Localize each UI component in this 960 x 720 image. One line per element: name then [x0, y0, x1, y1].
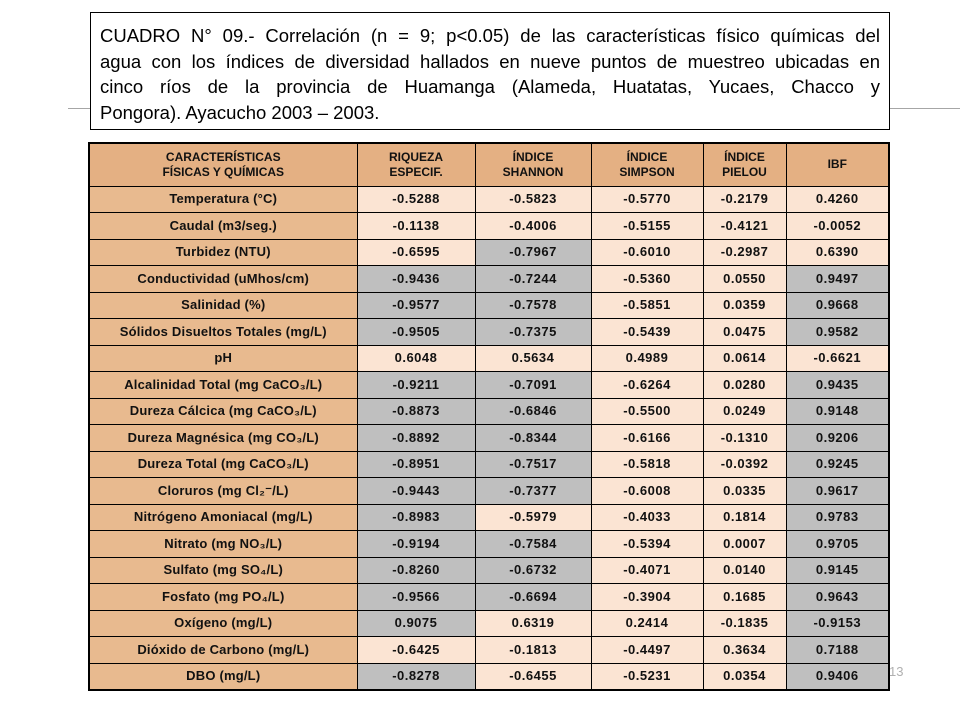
- table-row: [89, 398, 889, 425]
- row-label: Fosfato (mg PO₄/L): [89, 584, 357, 611]
- pielou-cell: 0.0007: [703, 531, 786, 558]
- shannon-cell: -0.7578: [475, 292, 591, 319]
- riqueza-cell: -0.8983: [357, 504, 475, 531]
- ibf-cell: 0.9497: [786, 266, 889, 293]
- shannon-cell: 0.6319: [475, 610, 591, 637]
- pielou-cell: -0.0392: [703, 451, 786, 478]
- ibf-cell: 0.6390: [786, 239, 889, 266]
- ibf-cell: 0.9705: [786, 531, 889, 558]
- riqueza-cell: -0.8892: [357, 425, 475, 452]
- page-number: 13: [889, 664, 904, 679]
- table-row: [89, 266, 889, 293]
- simpson-cell: -0.6166: [591, 425, 703, 452]
- table-row: [89, 557, 889, 584]
- row-label: pH: [89, 345, 357, 372]
- table-header: [89, 143, 889, 186]
- table-row: [89, 504, 889, 531]
- row-label: Dureza Total (mg CaCO₃/L): [89, 451, 357, 478]
- table-row: [89, 663, 889, 690]
- riqueza-cell: -0.8873: [357, 398, 475, 425]
- row-label: Cloruros (mg Cl₂⁻/L): [89, 478, 357, 505]
- shannon-cell: -0.7375: [475, 319, 591, 346]
- header-shannon: ÍNDICE SHANNON: [475, 143, 591, 186]
- title-line: agua con los índices de diversidad hallados en nueve puntos de muestreo ubicadas en: [100, 50, 880, 72]
- ibf-cell: 0.9245: [786, 451, 889, 478]
- header-ibf: IBF: [786, 143, 889, 186]
- title-line: Pongora). Ayacucho 2003 – 2003.: [100, 102, 380, 124]
- row-label: Oxígeno (mg/L): [89, 610, 357, 637]
- shannon-cell: 0.5634: [475, 345, 591, 372]
- simpson-cell: -0.6264: [591, 372, 703, 399]
- shannon-cell: -0.4006: [475, 213, 591, 240]
- ibf-cell: 0.9406: [786, 663, 889, 690]
- table-row: [89, 372, 889, 399]
- riqueza-cell: -0.9436: [357, 266, 475, 293]
- header-row: [89, 143, 889, 186]
- pielou-cell: 0.0550: [703, 266, 786, 293]
- row-label: Nitrato (mg NO₃/L): [89, 531, 357, 558]
- shannon-cell: -0.5823: [475, 186, 591, 213]
- ibf-cell: 0.9668: [786, 292, 889, 319]
- row-label: Dureza Cálcica (mg CaCO₃/L): [89, 398, 357, 425]
- row-label: Dureza Magnésica (mg CO₃/L): [89, 425, 357, 452]
- table-row: [89, 584, 889, 611]
- simpson-cell: 0.2414: [591, 610, 703, 637]
- pielou-cell: 0.0354: [703, 663, 786, 690]
- simpson-cell: -0.5394: [591, 531, 703, 558]
- row-label: Alcalinidad Total (mg CaCO₃/L): [89, 372, 357, 399]
- header-riqueza: RIQUEZA ESPECIF.: [357, 143, 475, 186]
- pielou-cell: 0.1685: [703, 584, 786, 611]
- simpson-cell: -0.5851: [591, 292, 703, 319]
- row-label: Sólidos Disueltos Totales (mg/L): [89, 319, 357, 346]
- table-row: [89, 610, 889, 637]
- riqueza-cell: -0.8951: [357, 451, 475, 478]
- riqueza-cell: -0.9443: [357, 478, 475, 505]
- shannon-cell: -0.1813: [475, 637, 591, 664]
- shannon-cell: -0.7517: [475, 451, 591, 478]
- ibf-cell: 0.9783: [786, 504, 889, 531]
- pielou-cell: 0.0475: [703, 319, 786, 346]
- table-row: [89, 213, 889, 240]
- table-row: [89, 478, 889, 505]
- shannon-cell: -0.7091: [475, 372, 591, 399]
- riqueza-cell: -0.1138: [357, 213, 475, 240]
- pielou-cell: -0.1835: [703, 610, 786, 637]
- pielou-cell: -0.2987: [703, 239, 786, 266]
- ibf-cell: 0.9435: [786, 372, 889, 399]
- pielou-cell: -0.1310: [703, 425, 786, 452]
- ibf-cell: 0.9617: [786, 478, 889, 505]
- table-row: [89, 292, 889, 319]
- riqueza-cell: 0.9075: [357, 610, 475, 637]
- pielou-cell: 0.0280: [703, 372, 786, 399]
- row-label: Salinidad (%): [89, 292, 357, 319]
- title-line: CUADRO N° 09.- Correlación (n = 9; p<0.05) de las características físico químicas del: [100, 25, 880, 46]
- pielou-cell: 0.0335: [703, 478, 786, 505]
- row-label: Dióxido de Carbono (mg/L): [89, 637, 357, 664]
- riqueza-cell: -0.8260: [357, 557, 475, 584]
- simpson-cell: -0.5500: [591, 398, 703, 425]
- table-row: [89, 239, 889, 266]
- riqueza-cell: -0.9577: [357, 292, 475, 319]
- shannon-cell: -0.6732: [475, 557, 591, 584]
- simpson-cell: -0.4497: [591, 637, 703, 664]
- header-pielou: ÍNDICE PIELOU: [703, 143, 786, 186]
- row-label: Nitrógeno Amoniacal (mg/L): [89, 504, 357, 531]
- riqueza-cell: -0.9566: [357, 584, 475, 611]
- riqueza-cell: -0.9211: [357, 372, 475, 399]
- shannon-cell: -0.7584: [475, 531, 591, 558]
- table-body: [89, 186, 889, 690]
- table-row: [89, 531, 889, 558]
- riqueza-cell: -0.6425: [357, 637, 475, 664]
- shannon-cell: -0.8344: [475, 425, 591, 452]
- row-label: Caudal (m3/seg.): [89, 213, 357, 240]
- ibf-cell: -0.9153: [786, 610, 889, 637]
- slide-title-box: [90, 12, 890, 130]
- riqueza-cell: -0.6595: [357, 239, 475, 266]
- pielou-cell: -0.4121: [703, 213, 786, 240]
- title-line: cinco ríos de la provincia de Huamanga (Alameda, Huatatas, Yucaes, Chacco y: [100, 76, 880, 98]
- table-row: [89, 451, 889, 478]
- simpson-cell: -0.6008: [591, 478, 703, 505]
- simpson-cell: -0.5360: [591, 266, 703, 293]
- ibf-cell: 0.9145: [786, 557, 889, 584]
- simpson-cell: -0.5770: [591, 186, 703, 213]
- shannon-cell: -0.7244: [475, 266, 591, 293]
- ibf-cell: 0.9148: [786, 398, 889, 425]
- shannon-cell: -0.7967: [475, 239, 591, 266]
- row-label: DBO (mg/L): [89, 663, 357, 690]
- row-label: Temperatura (°C): [89, 186, 357, 213]
- pielou-cell: 0.1814: [703, 504, 786, 531]
- header-caracteristicas: CARACTERÍSTICAS FÍSICAS Y QUÍMICAS: [89, 143, 357, 186]
- pielou-cell: 0.0359: [703, 292, 786, 319]
- ibf-cell: -0.0052: [786, 213, 889, 240]
- ibf-cell: 0.7188: [786, 637, 889, 664]
- ibf-cell: 0.9582: [786, 319, 889, 346]
- ibf-cell: 0.9643: [786, 584, 889, 611]
- riqueza-cell: 0.6048: [357, 345, 475, 372]
- table-row: [89, 186, 889, 213]
- riqueza-cell: -0.5288: [357, 186, 475, 213]
- simpson-cell: 0.4989: [591, 345, 703, 372]
- riqueza-cell: -0.9505: [357, 319, 475, 346]
- pielou-cell: 0.0140: [703, 557, 786, 584]
- shannon-cell: -0.6455: [475, 663, 591, 690]
- ibf-cell: 0.9206: [786, 425, 889, 452]
- row-label: Sulfato (mg SO₄/L): [89, 557, 357, 584]
- pielou-cell: 0.0614: [703, 345, 786, 372]
- table-row: [89, 425, 889, 452]
- simpson-cell: -0.4071: [591, 557, 703, 584]
- pielou-cell: -0.2179: [703, 186, 786, 213]
- table-row: [89, 637, 889, 664]
- riqueza-cell: -0.8278: [357, 663, 475, 690]
- pielou-cell: 0.0249: [703, 398, 786, 425]
- shannon-cell: -0.6694: [475, 584, 591, 611]
- simpson-cell: -0.5231: [591, 663, 703, 690]
- simpson-cell: -0.3904: [591, 584, 703, 611]
- simpson-cell: -0.5439: [591, 319, 703, 346]
- header-simpson: ÍNDICE SIMPSON: [591, 143, 703, 186]
- table-row: [89, 345, 889, 372]
- shannon-cell: -0.7377: [475, 478, 591, 505]
- shannon-cell: -0.5979: [475, 504, 591, 531]
- correlation-table: [88, 142, 890, 691]
- ibf-cell: -0.6621: [786, 345, 889, 372]
- simpson-cell: -0.6010: [591, 239, 703, 266]
- riqueza-cell: -0.9194: [357, 531, 475, 558]
- simpson-cell: -0.5818: [591, 451, 703, 478]
- row-label: Turbidez (NTU): [89, 239, 357, 266]
- simpson-cell: -0.5155: [591, 213, 703, 240]
- pielou-cell: 0.3634: [703, 637, 786, 664]
- ibf-cell: 0.4260: [786, 186, 889, 213]
- simpson-cell: -0.4033: [591, 504, 703, 531]
- row-label: Conductividad (uMhos/cm): [89, 266, 357, 293]
- shannon-cell: -0.6846: [475, 398, 591, 425]
- table-row: [89, 319, 889, 346]
